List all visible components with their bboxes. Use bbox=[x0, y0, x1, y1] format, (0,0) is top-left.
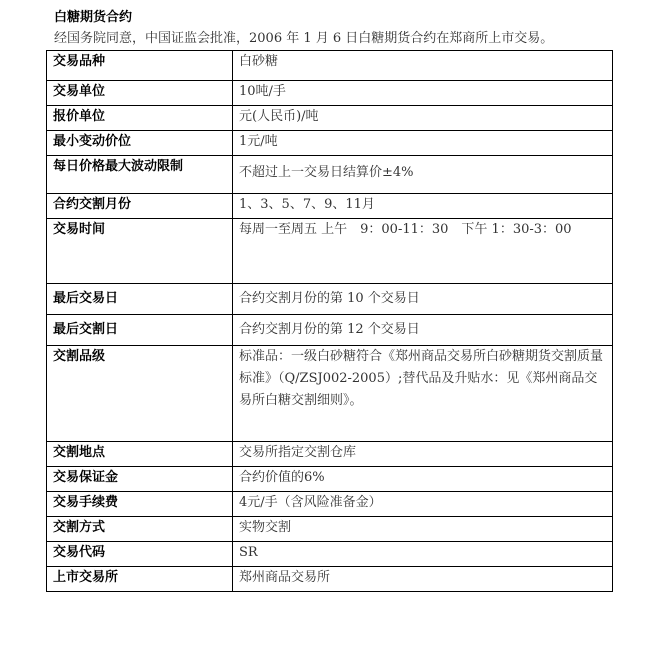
table-row bbox=[47, 81, 613, 106]
table-row bbox=[47, 284, 613, 315]
row-label: 报价单位 bbox=[47, 106, 233, 131]
row-label: 每日价格最大波动限制 bbox=[47, 156, 233, 194]
document-title: 白糖期货合约 bbox=[54, 10, 133, 25]
row-value: 1元/吨 bbox=[233, 131, 613, 156]
row-value: 4元/手（含风险准备金） bbox=[233, 492, 613, 517]
table-row bbox=[47, 567, 613, 592]
row-value: SR bbox=[233, 542, 613, 567]
table-row bbox=[47, 106, 613, 131]
row-label: 交割地点 bbox=[47, 442, 233, 467]
table-row bbox=[47, 219, 613, 284]
row-value: 10吨/手 bbox=[233, 81, 613, 106]
contract-spec-table bbox=[46, 50, 613, 592]
table-row bbox=[47, 51, 613, 81]
row-value: 郑州商品交易所 bbox=[233, 567, 613, 592]
row-value: 1、3、5、7、9、11月 bbox=[233, 194, 613, 219]
table-row bbox=[47, 442, 613, 467]
row-value: 每周一至周五 上午 9：00-11：30 下午 1：30-3：00 bbox=[233, 219, 613, 284]
row-label: 交易代码 bbox=[47, 542, 233, 567]
row-label: 交易单位 bbox=[47, 81, 233, 106]
row-value: 标准品：一级白砂糖符合《郑州商品交易所白砂糖期货交割质量标准》（Q/ZSJ002-2005）;替代品及升贴水：见《郑州商品交易所白糖交割细则》。 bbox=[233, 346, 613, 442]
table-row bbox=[47, 467, 613, 492]
table-row bbox=[47, 492, 613, 517]
table-row bbox=[47, 542, 613, 567]
row-label: 交割品级 bbox=[47, 346, 233, 442]
row-label: 交易时间 bbox=[47, 219, 233, 284]
row-value: 不超过上一交易日结算价±4% bbox=[233, 156, 613, 194]
row-label: 交割方式 bbox=[47, 517, 233, 542]
row-label: 最小变动价位 bbox=[47, 131, 233, 156]
row-value: 实物交割 bbox=[233, 517, 613, 542]
table-row bbox=[47, 156, 613, 194]
table-row bbox=[47, 315, 613, 346]
table-row bbox=[47, 194, 613, 219]
table-row bbox=[47, 517, 613, 542]
row-label: 最后交割日 bbox=[47, 315, 233, 346]
row-value: 交易所指定交割仓库 bbox=[233, 442, 613, 467]
document-intro: 经国务院同意，中国证监会批准，2006 年 1 月 6 日白糖期货合约在郑商所上市交易。 bbox=[54, 31, 554, 46]
row-value: 合约交割月份的第 12 个交易日 bbox=[233, 315, 613, 346]
row-label: 最后交易日 bbox=[47, 284, 233, 315]
row-value: 合约交割月份的第 10 个交易日 bbox=[233, 284, 613, 315]
table-row bbox=[47, 346, 613, 442]
table-row bbox=[47, 131, 613, 156]
row-label: 交易品种 bbox=[47, 51, 233, 81]
row-value: 白砂糖 bbox=[233, 51, 613, 81]
row-value: 元(人民币)/吨 bbox=[233, 106, 613, 131]
row-label: 交易手续费 bbox=[47, 492, 233, 517]
row-label: 合约交割月份 bbox=[47, 194, 233, 219]
row-label: 上市交易所 bbox=[47, 567, 233, 592]
row-label: 交易保证金 bbox=[47, 467, 233, 492]
row-value: 合约价值的6% bbox=[233, 467, 613, 492]
